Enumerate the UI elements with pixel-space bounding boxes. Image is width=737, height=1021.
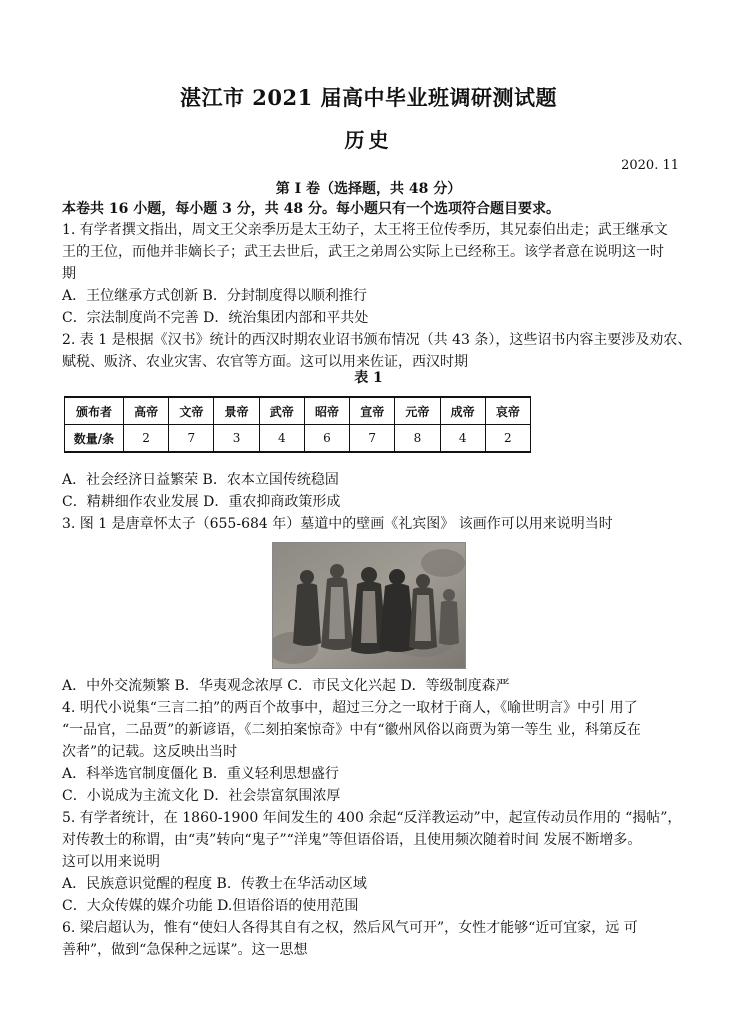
table-header-cell: 数量/条: [65, 425, 124, 453]
table-cell: 高帝: [124, 397, 169, 425]
question-4-option: A．科举选官制度僵化 B．重义轻利思想盛行: [62, 766, 339, 782]
table-cell: 宣帝: [350, 397, 395, 425]
question-4-line: 次者”的记载。这反映出当时: [62, 744, 238, 760]
question-5-option: C．大众传媒的媒介功能 D.但语俗语的使用范围: [62, 898, 359, 914]
question-6-line: 善种”，做到“急保种之远谋”。这一思想: [62, 942, 308, 958]
edict-table: [64, 396, 531, 453]
question-6-line: 6. 梁启超认为，惟有“使妇人各得其自有之权，然后风气可开”，女性才能够“近可宜家，远 可: [62, 920, 638, 936]
table-cell: 武帝: [259, 397, 304, 425]
question-2-option: C．精耕细作农业发展 D．重农抑商政策形成: [62, 494, 341, 510]
section-title: 第 I 卷（选择题，共 48 分）: [275, 181, 462, 197]
question-2-line: 赋税、贩济、农业灾害、农官等方面。这可以用来佐证，西汉时期: [62, 354, 468, 370]
exam-subject: 历史: [344, 128, 393, 152]
table-cell: 2: [124, 425, 169, 453]
table-header-cell: 颁布者: [65, 397, 124, 425]
mural-painting-image: [272, 542, 466, 669]
table-cell: 4: [259, 425, 304, 453]
question-3-line: 3. 图 1 是唐章怀太子（655-684 年）墓道中的壁画《礼宾图》 该画作可以用来说明当时: [62, 516, 613, 532]
table-row: [65, 425, 531, 453]
table-cell: 7: [169, 425, 214, 453]
table-cell: 文帝: [169, 397, 214, 425]
table-cell: 4: [440, 425, 485, 453]
question-5-line: 这可以用来说明: [62, 854, 160, 870]
question-1-option: C．宗法制度尚不完善 D．统治集团内部和平共处: [62, 310, 369, 326]
table-cell: 8: [395, 425, 440, 453]
table-cell: 景帝: [214, 397, 259, 425]
question-5-option: A．民族意识觉醒的程度 B．传教士在华活动区域: [62, 876, 367, 892]
table-cell: 3: [214, 425, 259, 453]
table-cell: 哀帝: [485, 397, 530, 425]
table-cell: 元帝: [395, 397, 440, 425]
question-2-line: 2. 表 1 是根据《汉书》统计的西汉时期农业诏书颁布情况（共 43 条），这些诏书内容主要涉及劝农、: [62, 332, 692, 348]
question-4-option: C．小说成为主流文化 D．社会崇富氛围浓厚: [62, 788, 341, 804]
question-2-option: A．社会经济日益繁荣 B．农本立国传统稳固: [62, 472, 339, 488]
table-cell: 2: [485, 425, 530, 453]
exam-date: 2020. 11: [621, 158, 679, 173]
table-cell: 成帝: [440, 397, 485, 425]
question-4-line: 4. 明代小说集“三言二拍”的两百个故事中，超过三分之一取材于商人，《喻世明言》中引 用了: [62, 700, 638, 716]
question-4-line: “一品官，二品贾”的新谚语，《二刻拍案惊奇》中有“徽州风俗以商贾为第一等生 业，科第反在: [62, 722, 641, 738]
section-instruction: 本卷共 16 小题，每小题 3 分，共 48 分。每小题只有一个选项符合题目要求。: [62, 201, 560, 217]
question-1-line: 王的王位，而他并非嫡长子；武王去世后，武王之弟周公实际上已经称王。该学者意在说明这一时: [62, 244, 664, 260]
question-1-line: 期: [62, 266, 76, 282]
table-caption: 表 1: [354, 370, 383, 386]
question-5-line: 5. 有学者统计，在 1860-1900 年间发生的 400 余起“反洋教运动”中，起宣传动员作用的 “揭帖”，: [62, 810, 682, 826]
table-cell: 7: [350, 425, 395, 453]
table-row: [65, 397, 531, 425]
question-1-line: 1. 有学者撰文指出，周文王父亲季历是太王幼子，太王将王位传季历，其兄泰伯出走；武王继承文: [62, 222, 668, 238]
exam-title: 湛江市 2021 届高中毕业班调研测试题: [179, 85, 558, 110]
table-cell: 6: [304, 425, 349, 453]
question-1-option: A．王位继承方式创新 B．分封制度得以顺利推行: [62, 288, 367, 304]
table-cell: 昭帝: [304, 397, 349, 425]
question-3-option: A．中外交流频繁 B．华夷观念浓厚 C．市民文化兴起 D．等级制度森严: [62, 678, 510, 694]
question-5-line: 对传教士的称谓，由“夷”转向“鬼子”“洋鬼”等但语俗语，且使用频次随着时间 发展不断增多。: [62, 832, 642, 848]
